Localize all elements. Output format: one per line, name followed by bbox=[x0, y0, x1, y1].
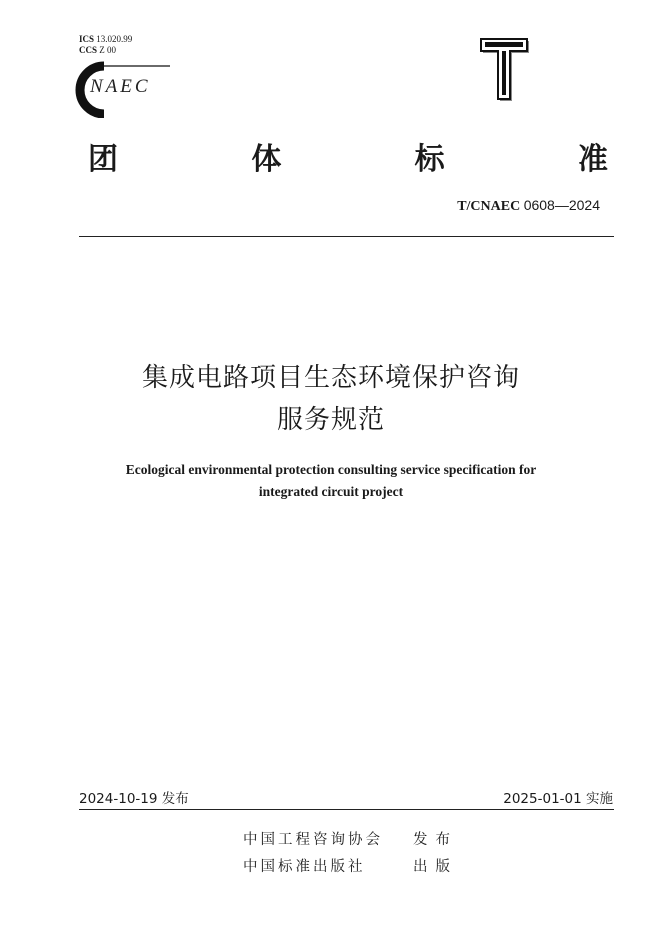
publisher-action-1: 发布 bbox=[413, 832, 458, 848]
standard-code: 0608—2024 bbox=[523, 197, 600, 213]
publisher-action-2: 出版 bbox=[413, 859, 458, 875]
category-char-2: 体 bbox=[251, 142, 282, 177]
ics-value: 13.020.99 bbox=[96, 34, 133, 44]
ccs-value: Z 00 bbox=[99, 45, 117, 55]
ccs-label: CCS bbox=[79, 45, 98, 55]
title-en-line-1: Ecological environmental protection consulting service specification for bbox=[125, 462, 537, 477]
footer-divider bbox=[79, 809, 614, 810]
publisher-org-2: 中国标准出版社 bbox=[243, 859, 366, 875]
standard-category bbox=[88, 134, 608, 178]
standard-number bbox=[457, 197, 600, 215]
ics-label: ICS bbox=[79, 34, 95, 44]
title-zh-line-1: 集成电路项目生态环境保护咨询 bbox=[141, 363, 520, 393]
category-char-1: 团 bbox=[88, 142, 118, 177]
classification-codes bbox=[79, 34, 132, 56]
category-char-4: 准 bbox=[577, 142, 608, 177]
standard-prefix: T/CNAEC bbox=[457, 199, 521, 214]
category-char-3: 标 bbox=[414, 142, 445, 177]
issue-date: 2024-10-19 发布 bbox=[79, 791, 189, 807]
title-zh-line-2: 服务规范 bbox=[276, 405, 385, 435]
standard-type-letter bbox=[480, 38, 532, 104]
logo-text: NAEC bbox=[90, 76, 151, 97]
publisher-org-1: 中国工程咨询协会 bbox=[243, 832, 383, 848]
title-en-line-2: integrated circuit project bbox=[258, 484, 404, 499]
header-divider bbox=[79, 236, 614, 237]
naec-logo bbox=[74, 60, 178, 118]
implementation-date: 2025-01-01 实施 bbox=[503, 791, 613, 807]
